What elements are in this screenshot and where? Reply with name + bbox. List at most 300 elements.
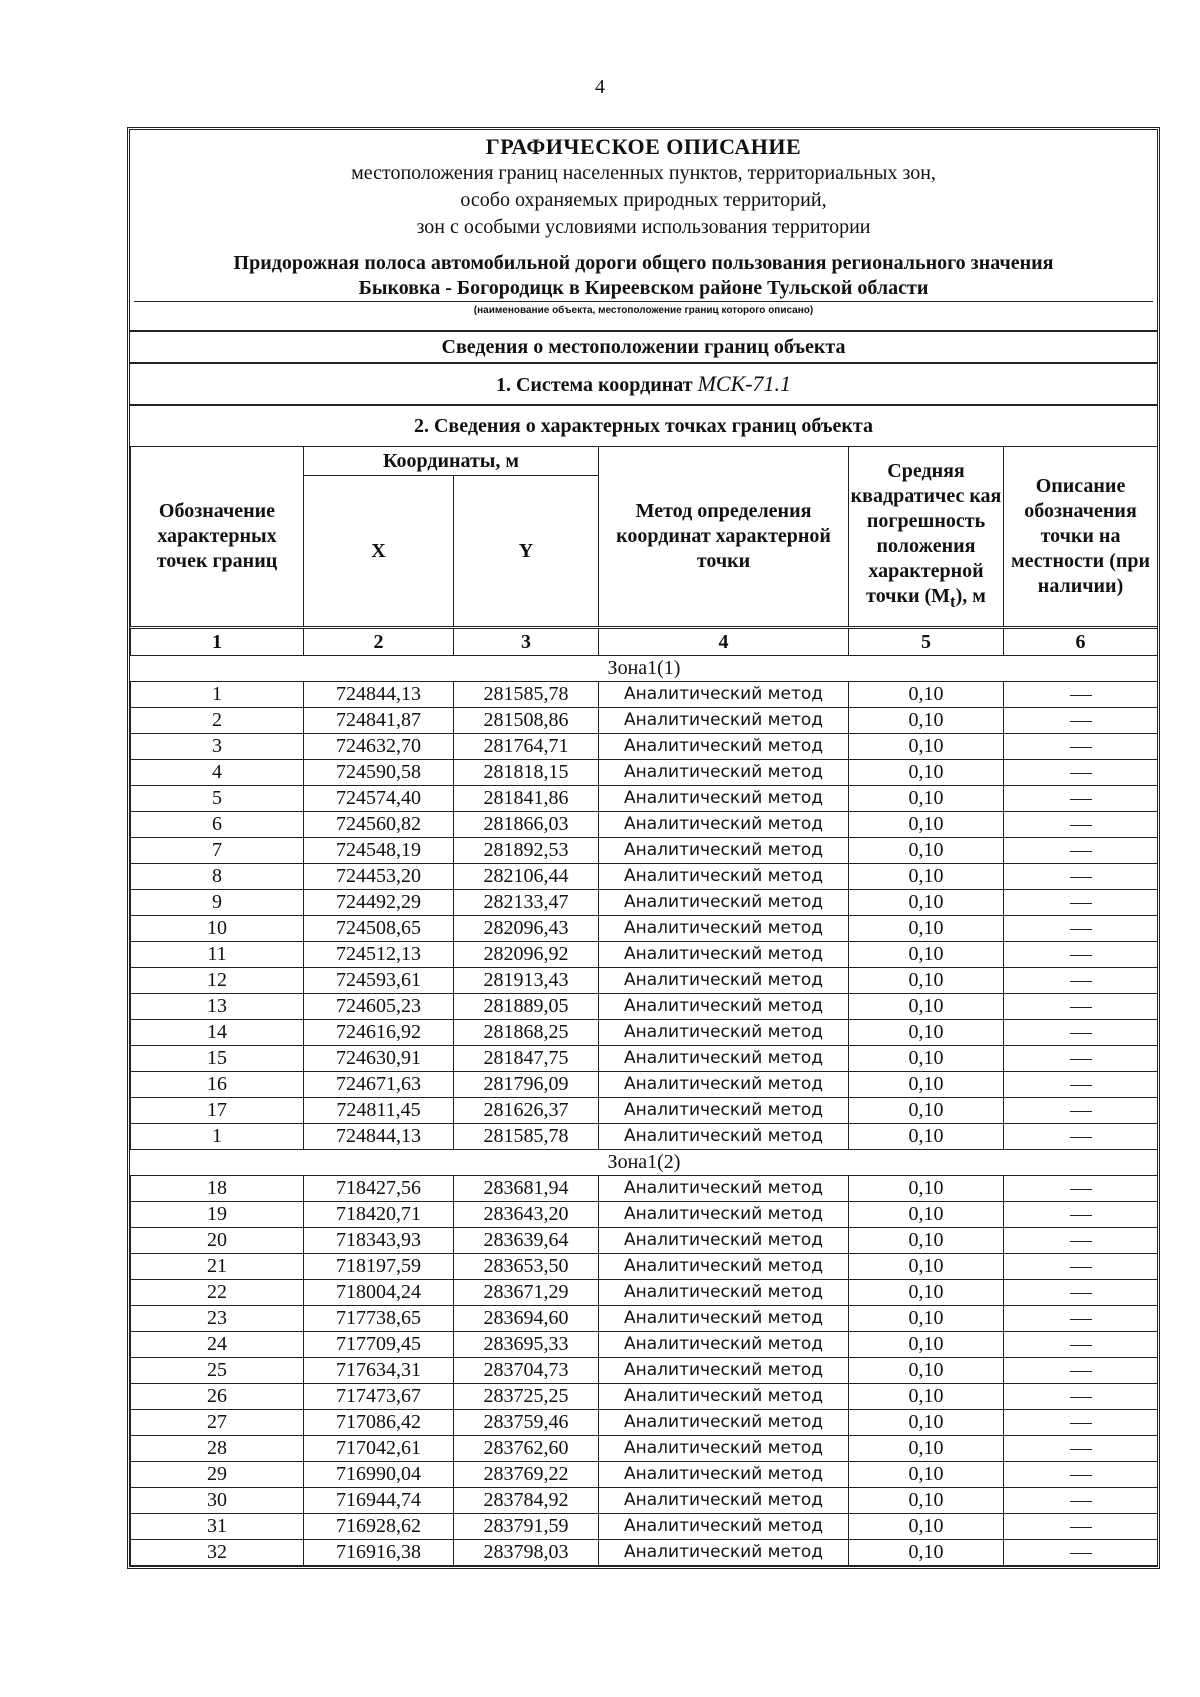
table-row bbox=[131, 1514, 1158, 1540]
method-cell: Аналитический метод bbox=[599, 994, 849, 1020]
method-cell: Аналитический метод bbox=[599, 968, 849, 994]
coord-x: 718427,56 bbox=[304, 1176, 454, 1202]
error-cell: 0,10 bbox=[849, 968, 1004, 994]
description-cell bbox=[1004, 760, 1158, 786]
error-cell: 0,10 bbox=[849, 1332, 1004, 1358]
col-number: 1 bbox=[131, 628, 304, 656]
coord-y: 281585,78 bbox=[454, 682, 599, 708]
method-cell: Аналитический метод bbox=[599, 1254, 849, 1280]
col-header-y: Y bbox=[454, 476, 599, 628]
dash-mark bbox=[1070, 903, 1092, 904]
method-cell: Аналитический метод bbox=[599, 812, 849, 838]
description-cell bbox=[1004, 734, 1158, 760]
description-cell bbox=[1004, 994, 1158, 1020]
error-cell: 0,10 bbox=[849, 890, 1004, 916]
dash-mark bbox=[1070, 877, 1092, 878]
table-row bbox=[131, 1540, 1158, 1566]
table-row bbox=[131, 890, 1158, 916]
table-row bbox=[131, 1098, 1158, 1124]
coord-y: 283791,59 bbox=[454, 1514, 599, 1540]
description-cell bbox=[1004, 864, 1158, 890]
description-cell bbox=[1004, 1410, 1158, 1436]
coord-x: 718197,59 bbox=[304, 1254, 454, 1280]
dash-mark bbox=[1070, 1189, 1092, 1190]
error-cell: 0,10 bbox=[849, 1514, 1004, 1540]
method-cell: Аналитический метод bbox=[599, 1410, 849, 1436]
table-row bbox=[131, 1462, 1158, 1488]
method-cell: Аналитический метод bbox=[599, 708, 849, 734]
dash-mark bbox=[1070, 799, 1092, 800]
point-number: 11 bbox=[131, 942, 304, 968]
description-cell bbox=[1004, 1540, 1158, 1566]
description-cell bbox=[1004, 682, 1158, 708]
dash-mark bbox=[1070, 1137, 1092, 1138]
point-number: 16 bbox=[131, 1072, 304, 1098]
col-header-coordinates: Координаты, м bbox=[304, 447, 599, 476]
method-cell: Аналитический метод bbox=[599, 1540, 849, 1566]
error-cell: 0,10 bbox=[849, 1410, 1004, 1436]
coord-x: 724590,58 bbox=[304, 760, 454, 786]
zone-label: Зона1(1) bbox=[131, 656, 1158, 682]
col-header-error-unit: ), м bbox=[955, 585, 986, 607]
coord-x: 716990,04 bbox=[304, 1462, 454, 1488]
method-cell: Аналитический метод bbox=[599, 942, 849, 968]
point-number: 10 bbox=[131, 916, 304, 942]
boundary-points-table bbox=[130, 446, 1158, 1566]
coord-y: 282133,47 bbox=[454, 890, 599, 916]
coord-y: 281841,86 bbox=[454, 786, 599, 812]
method-cell: Аналитический метод bbox=[599, 1176, 849, 1202]
coord-y: 281796,09 bbox=[454, 1072, 599, 1098]
method-cell: Аналитический метод bbox=[599, 760, 849, 786]
method-cell: Аналитический метод bbox=[599, 1462, 849, 1488]
coord-x: 717473,67 bbox=[304, 1384, 454, 1410]
method-cell: Аналитический метод bbox=[599, 786, 849, 812]
coord-x: 717738,65 bbox=[304, 1306, 454, 1332]
error-cell: 0,10 bbox=[849, 1098, 1004, 1124]
point-number: 15 bbox=[131, 1046, 304, 1072]
zone-row bbox=[131, 1150, 1158, 1176]
table-row bbox=[131, 1306, 1158, 1332]
description-cell bbox=[1004, 916, 1158, 942]
coord-x: 724512,13 bbox=[304, 942, 454, 968]
error-cell: 0,10 bbox=[849, 1202, 1004, 1228]
coord-y: 283653,50 bbox=[454, 1254, 599, 1280]
dash-mark bbox=[1070, 1475, 1092, 1476]
coord-x: 716916,38 bbox=[304, 1540, 454, 1566]
point-number: 23 bbox=[131, 1306, 304, 1332]
description-cell bbox=[1004, 1046, 1158, 1072]
description-cell bbox=[1004, 1384, 1158, 1410]
form-subtitle-line: местоположения границ населенных пунктов, территориальных зон, bbox=[351, 162, 936, 184]
dash-mark bbox=[1070, 955, 1092, 956]
table-row bbox=[131, 838, 1158, 864]
error-cell: 0,10 bbox=[849, 1540, 1004, 1566]
table-row bbox=[131, 1410, 1158, 1436]
table-row bbox=[131, 1436, 1158, 1462]
coord-x: 724811,45 bbox=[304, 1098, 454, 1124]
point-number: 8 bbox=[131, 864, 304, 890]
error-cell: 0,10 bbox=[849, 734, 1004, 760]
point-number: 7 bbox=[131, 838, 304, 864]
error-cell: 0,10 bbox=[849, 916, 1004, 942]
coord-y: 281847,75 bbox=[454, 1046, 599, 1072]
coord-x: 724453,20 bbox=[304, 864, 454, 890]
coord-y: 283798,03 bbox=[454, 1540, 599, 1566]
coord-x: 718420,71 bbox=[304, 1202, 454, 1228]
error-cell: 0,10 bbox=[849, 1124, 1004, 1150]
error-cell: 0,10 bbox=[849, 1020, 1004, 1046]
point-number: 2 bbox=[131, 708, 304, 734]
point-number: 19 bbox=[131, 1202, 304, 1228]
dash-mark bbox=[1070, 1501, 1092, 1502]
description-cell bbox=[1004, 708, 1158, 734]
col-header-error bbox=[849, 447, 1004, 628]
coord-y: 281913,43 bbox=[454, 968, 599, 994]
point-number: 29 bbox=[131, 1462, 304, 1488]
section-points-heading: 2. Сведения о характерных точках границ объекта bbox=[413, 415, 873, 437]
coord-y: 283704,73 bbox=[454, 1358, 599, 1384]
coord-y: 282096,92 bbox=[454, 942, 599, 968]
coord-y: 281889,05 bbox=[454, 994, 599, 1020]
coord-x: 724844,13 bbox=[304, 682, 454, 708]
method-cell: Аналитический метод bbox=[599, 734, 849, 760]
table-row bbox=[131, 812, 1158, 838]
table-row bbox=[131, 682, 1158, 708]
error-cell: 0,10 bbox=[849, 786, 1004, 812]
error-cell: 0,10 bbox=[849, 1254, 1004, 1280]
coord-x: 724630,91 bbox=[304, 1046, 454, 1072]
description-cell bbox=[1004, 1228, 1158, 1254]
coord-x: 724492,29 bbox=[304, 890, 454, 916]
method-cell: Аналитический метод bbox=[599, 1020, 849, 1046]
zone-row bbox=[131, 656, 1158, 682]
point-number: 1 bbox=[131, 682, 304, 708]
coord-y: 282106,44 bbox=[454, 864, 599, 890]
coord-y: 283671,29 bbox=[454, 1280, 599, 1306]
col-header-method: Метод определения координат характерной точки bbox=[599, 447, 849, 628]
col-header-error-text: Средняя квадратичес кая погрешность положения характерной точки (M bbox=[850, 460, 1002, 607]
coord-x: 717634,31 bbox=[304, 1358, 454, 1384]
point-number: 30 bbox=[131, 1488, 304, 1514]
dash-mark bbox=[1070, 1553, 1092, 1554]
coord-x: 724605,23 bbox=[304, 994, 454, 1020]
method-cell: Аналитический метод bbox=[599, 1436, 849, 1462]
method-cell: Аналитический метод bbox=[599, 864, 849, 890]
dash-mark bbox=[1070, 1111, 1092, 1112]
col-number: 6 bbox=[1004, 628, 1158, 656]
error-cell: 0,10 bbox=[849, 708, 1004, 734]
description-cell bbox=[1004, 1098, 1158, 1124]
dash-mark bbox=[1070, 1059, 1092, 1060]
method-cell: Аналитический метод bbox=[599, 1202, 849, 1228]
description-cell bbox=[1004, 1280, 1158, 1306]
coord-x: 724632,70 bbox=[304, 734, 454, 760]
description-cell bbox=[1004, 1254, 1158, 1280]
coord-y: 283694,60 bbox=[454, 1306, 599, 1332]
col-number: 2 bbox=[304, 628, 454, 656]
description-cell bbox=[1004, 1514, 1158, 1540]
method-cell: Аналитический метод bbox=[599, 1514, 849, 1540]
coord-y: 282096,43 bbox=[454, 916, 599, 942]
col-number: 3 bbox=[454, 628, 599, 656]
dash-mark bbox=[1070, 825, 1092, 826]
coord-y: 283784,92 bbox=[454, 1488, 599, 1514]
point-number: 13 bbox=[131, 994, 304, 1020]
table-row bbox=[131, 1228, 1158, 1254]
description-cell bbox=[1004, 1332, 1158, 1358]
table-row bbox=[131, 1046, 1158, 1072]
point-number: 32 bbox=[131, 1540, 304, 1566]
error-cell: 0,10 bbox=[849, 838, 1004, 864]
dash-mark bbox=[1070, 1085, 1092, 1086]
coord-x: 724593,61 bbox=[304, 968, 454, 994]
description-cell bbox=[1004, 1020, 1158, 1046]
point-number: 26 bbox=[131, 1384, 304, 1410]
dash-mark bbox=[1070, 1293, 1092, 1294]
coord-x: 724548,19 bbox=[304, 838, 454, 864]
coord-y: 281626,37 bbox=[454, 1098, 599, 1124]
form-subtitle-line: особо охраняемых природных территорий, bbox=[460, 189, 827, 211]
error-cell: 0,10 bbox=[849, 760, 1004, 786]
description-cell bbox=[1004, 1072, 1158, 1098]
point-number: 22 bbox=[131, 1280, 304, 1306]
dash-mark bbox=[1070, 981, 1092, 982]
table-row bbox=[131, 942, 1158, 968]
point-number: 4 bbox=[131, 760, 304, 786]
table-row bbox=[131, 916, 1158, 942]
method-cell: Аналитический метод bbox=[599, 1124, 849, 1150]
point-number: 3 bbox=[131, 734, 304, 760]
dash-mark bbox=[1070, 695, 1092, 696]
section-location-heading: Сведения о местоположении границ объекта bbox=[130, 332, 1157, 364]
method-cell: Аналитический метод bbox=[599, 682, 849, 708]
method-cell: Аналитический метод bbox=[599, 1072, 849, 1098]
coord-x: 718343,93 bbox=[304, 1228, 454, 1254]
description-cell bbox=[1004, 1202, 1158, 1228]
boundary-points-body bbox=[131, 656, 1158, 1566]
dash-mark bbox=[1070, 721, 1092, 722]
error-cell: 0,10 bbox=[849, 1046, 1004, 1072]
table-row bbox=[131, 786, 1158, 812]
coord-x: 716928,62 bbox=[304, 1514, 454, 1540]
object-name-line: Придорожная полоса автомобильной дороги общего пользования регионального значения bbox=[233, 252, 1054, 274]
point-number: 24 bbox=[131, 1332, 304, 1358]
table-row bbox=[131, 968, 1158, 994]
method-cell: Аналитический метод bbox=[599, 1332, 849, 1358]
point-number: 18 bbox=[131, 1176, 304, 1202]
description-cell bbox=[1004, 1462, 1158, 1488]
error-cell: 0,10 bbox=[849, 1384, 1004, 1410]
method-cell: Аналитический метод bbox=[599, 1358, 849, 1384]
dash-mark bbox=[1070, 1423, 1092, 1424]
col-header-x: X bbox=[304, 476, 454, 628]
description-cell bbox=[1004, 1176, 1158, 1202]
coord-y: 281868,25 bbox=[454, 1020, 599, 1046]
coord-x: 717042,61 bbox=[304, 1436, 454, 1462]
col-number: 5 bbox=[849, 628, 1004, 656]
coord-y: 281866,03 bbox=[454, 812, 599, 838]
description-cell bbox=[1004, 1358, 1158, 1384]
form-subtitle-line: зон с особыми условиями использования территории bbox=[416, 216, 871, 238]
error-cell: 0,10 bbox=[849, 1280, 1004, 1306]
table-row bbox=[131, 1020, 1158, 1046]
method-cell: Аналитический метод bbox=[599, 1228, 849, 1254]
point-number: 31 bbox=[131, 1514, 304, 1540]
table-row bbox=[131, 734, 1158, 760]
point-number: 21 bbox=[131, 1254, 304, 1280]
table-row bbox=[131, 1202, 1158, 1228]
dash-mark bbox=[1070, 929, 1092, 930]
coord-y: 283643,20 bbox=[454, 1202, 599, 1228]
coord-y: 281585,78 bbox=[454, 1124, 599, 1150]
description-cell bbox=[1004, 1436, 1158, 1462]
error-cell: 0,10 bbox=[849, 994, 1004, 1020]
coord-system-value: МСК-71.1 bbox=[697, 371, 792, 396]
description-cell bbox=[1004, 1488, 1158, 1514]
error-cell: 0,10 bbox=[849, 1228, 1004, 1254]
table-row bbox=[131, 1358, 1158, 1384]
description-cell bbox=[1004, 942, 1158, 968]
coord-y: 281892,53 bbox=[454, 838, 599, 864]
coord-system-label: 1. Система координат bbox=[495, 374, 693, 396]
table-row bbox=[131, 1280, 1158, 1306]
table-row bbox=[131, 708, 1158, 734]
description-cell bbox=[1004, 812, 1158, 838]
method-cell: Аналитический метод bbox=[599, 916, 849, 942]
coord-x: 724841,87 bbox=[304, 708, 454, 734]
table-row bbox=[131, 1488, 1158, 1514]
description-cell bbox=[1004, 1124, 1158, 1150]
coord-y: 283759,46 bbox=[454, 1410, 599, 1436]
error-cell: 0,10 bbox=[849, 1462, 1004, 1488]
method-cell: Аналитический метод bbox=[599, 890, 849, 916]
coord-x: 717709,45 bbox=[304, 1332, 454, 1358]
form-title: ГРАФИЧЕСКОЕ ОПИСАНИЕ bbox=[485, 134, 802, 159]
table-row bbox=[131, 864, 1158, 890]
dash-mark bbox=[1070, 773, 1092, 774]
coord-y: 283725,25 bbox=[454, 1384, 599, 1410]
dash-mark bbox=[1070, 1241, 1092, 1242]
description-cell bbox=[1004, 786, 1158, 812]
error-cell: 0,10 bbox=[849, 812, 1004, 838]
method-cell: Аналитический метод bbox=[599, 838, 849, 864]
table-row bbox=[131, 1176, 1158, 1202]
coord-x: 724560,82 bbox=[304, 812, 454, 838]
dash-mark bbox=[1070, 1371, 1092, 1372]
coord-x: 718004,24 bbox=[304, 1280, 454, 1306]
point-number: 25 bbox=[131, 1358, 304, 1384]
error-cell: 0,10 bbox=[849, 1358, 1004, 1384]
object-name-line: Быковка - Богородицк в Киреевском районе Тульской области bbox=[134, 276, 1153, 302]
error-cell: 0,10 bbox=[849, 1306, 1004, 1332]
description-cell bbox=[1004, 838, 1158, 864]
table-row bbox=[131, 994, 1158, 1020]
point-number: 6 bbox=[131, 812, 304, 838]
point-number: 12 bbox=[131, 968, 304, 994]
table-row bbox=[131, 760, 1158, 786]
section-coord-system bbox=[130, 364, 1157, 406]
zone-label: Зона1(2) bbox=[131, 1150, 1158, 1176]
col-header-error-subscript: t bbox=[950, 592, 956, 611]
col-number: 4 bbox=[599, 628, 849, 656]
point-number: 28 bbox=[131, 1436, 304, 1462]
form-header bbox=[130, 130, 1157, 332]
error-cell: 0,10 bbox=[849, 682, 1004, 708]
error-cell: 0,10 bbox=[849, 1488, 1004, 1514]
method-cell: Аналитический метод bbox=[599, 1488, 849, 1514]
coord-y: 283762,60 bbox=[454, 1436, 599, 1462]
coord-x: 724508,65 bbox=[304, 916, 454, 942]
point-number: 14 bbox=[131, 1020, 304, 1046]
col-header-designation: Обозначение характерных точек границ bbox=[131, 447, 304, 628]
method-cell: Аналитический метод bbox=[599, 1280, 849, 1306]
coord-y: 281818,15 bbox=[454, 760, 599, 786]
table-row bbox=[131, 1072, 1158, 1098]
point-number: 9 bbox=[131, 890, 304, 916]
coord-x: 724844,13 bbox=[304, 1124, 454, 1150]
dash-mark bbox=[1070, 1345, 1092, 1346]
dash-mark bbox=[1070, 1007, 1092, 1008]
description-cell bbox=[1004, 1306, 1158, 1332]
error-cell: 0,10 bbox=[849, 1436, 1004, 1462]
table-row bbox=[131, 1254, 1158, 1280]
coord-x: 717086,42 bbox=[304, 1410, 454, 1436]
coord-x: 716944,74 bbox=[304, 1488, 454, 1514]
table-row bbox=[131, 1384, 1158, 1410]
method-cell: Аналитический метод bbox=[599, 1098, 849, 1124]
coord-y: 281508,86 bbox=[454, 708, 599, 734]
error-cell: 0,10 bbox=[849, 942, 1004, 968]
error-cell: 0,10 bbox=[849, 864, 1004, 890]
point-number: 20 bbox=[131, 1228, 304, 1254]
point-number: 17 bbox=[131, 1098, 304, 1124]
coord-y: 281764,71 bbox=[454, 734, 599, 760]
table-row bbox=[131, 1332, 1158, 1358]
dash-mark bbox=[1070, 1267, 1092, 1268]
dash-mark bbox=[1070, 1527, 1092, 1528]
method-cell: Аналитический метод bbox=[599, 1306, 849, 1332]
coord-y: 283769,22 bbox=[454, 1462, 599, 1488]
coord-x: 724671,63 bbox=[304, 1072, 454, 1098]
coord-x: 724616,92 bbox=[304, 1020, 454, 1046]
coord-y: 283695,33 bbox=[454, 1332, 599, 1358]
description-cell bbox=[1004, 968, 1158, 994]
dash-mark bbox=[1070, 851, 1092, 852]
dash-mark bbox=[1070, 1449, 1092, 1450]
point-number: 5 bbox=[131, 786, 304, 812]
point-number: 1 bbox=[131, 1124, 304, 1150]
page-number: 4 bbox=[595, 76, 605, 98]
point-number: 27 bbox=[131, 1410, 304, 1436]
dash-mark bbox=[1070, 1033, 1092, 1034]
col-header-description: Описание обозначения точки на местности (при наличии) bbox=[1004, 447, 1158, 628]
dash-mark bbox=[1070, 1319, 1092, 1320]
coord-y: 283639,64 bbox=[454, 1228, 599, 1254]
coord-y: 283681,94 bbox=[454, 1176, 599, 1202]
error-cell: 0,10 bbox=[849, 1072, 1004, 1098]
description-cell bbox=[1004, 890, 1158, 916]
table-row bbox=[131, 1124, 1158, 1150]
object-name-note: (наименование объекта, местоположение границ которого описано) bbox=[473, 305, 814, 316]
error-cell: 0,10 bbox=[849, 1176, 1004, 1202]
method-cell: Аналитический метод bbox=[599, 1384, 849, 1410]
coord-x: 724574,40 bbox=[304, 786, 454, 812]
dash-mark bbox=[1070, 1397, 1092, 1398]
graphic-description-form bbox=[127, 127, 1160, 1569]
dash-mark bbox=[1070, 1215, 1092, 1216]
dash-mark bbox=[1070, 747, 1092, 748]
